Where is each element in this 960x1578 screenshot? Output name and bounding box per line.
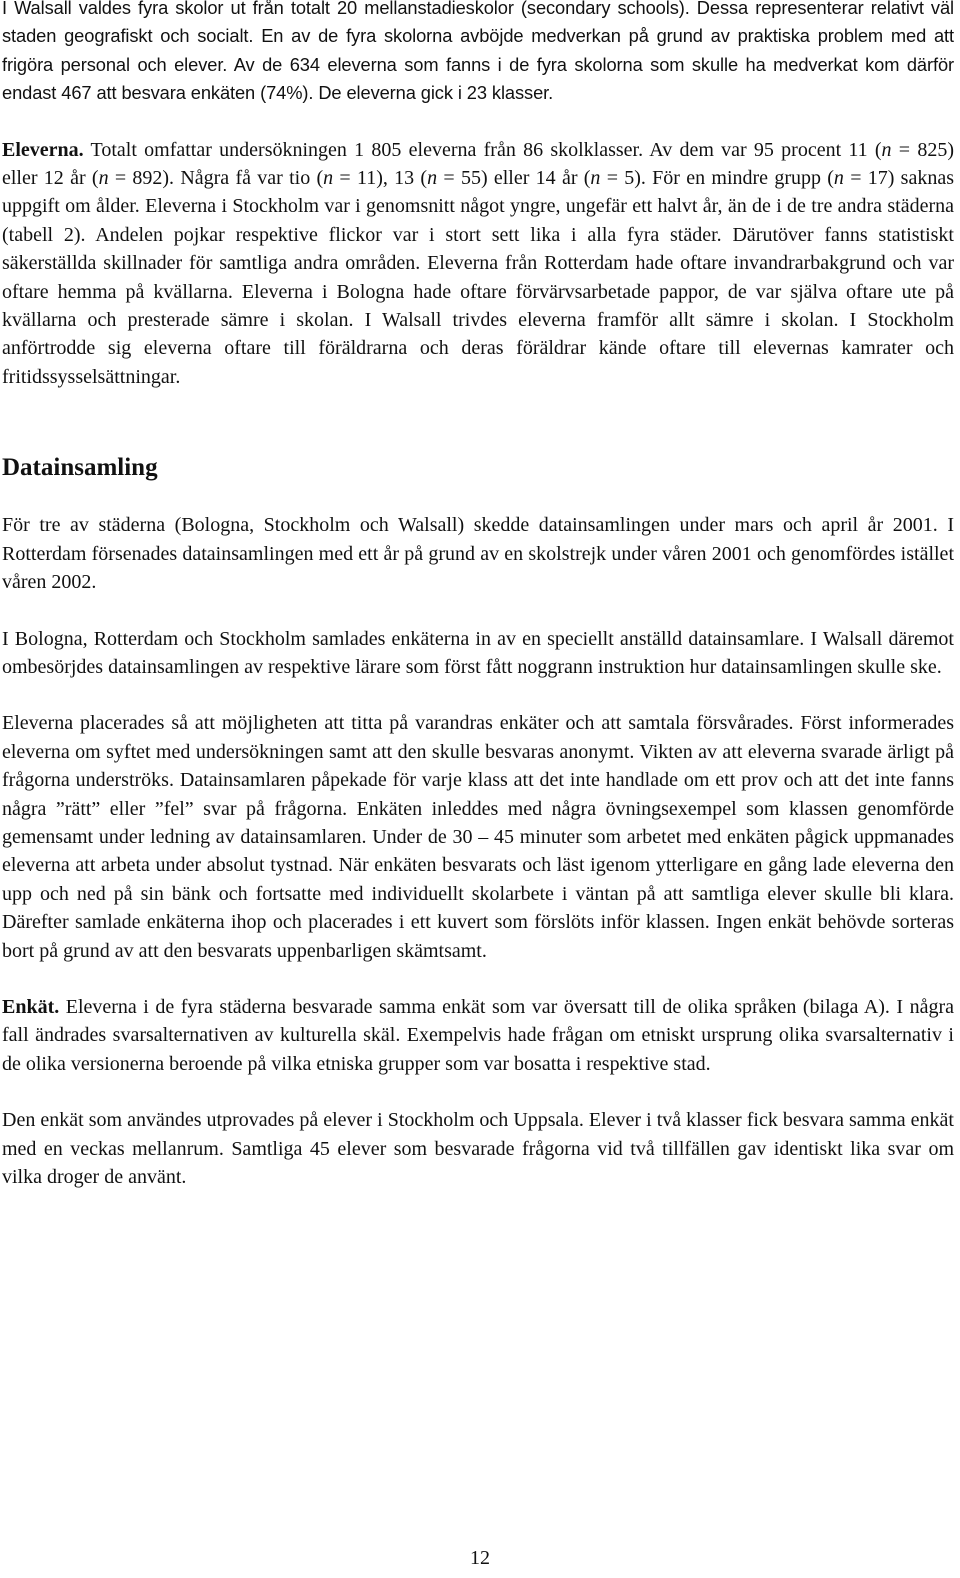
page-number: 12 [470, 1547, 490, 1569]
document-page [2, 0, 954, 1191]
intro-paragraph [2, 0, 954, 108]
intro-text-sans-continued: Av de 634 eleverna som fanns i de fyra skolorna som skulle ha medverkat kom därför endast 467 att besvara enkäten (74%). De eleverna gick i 23 klasser. [2, 53, 954, 104]
enkat-paragraph: Enkät. Eleverna i de fyra städerna besvarade samma enkät som var översatt till de olika språken (bilaga A). I några fall ändrades svarsalternativen av kulturella skäl. Exempelvis hade frågan om etniskt ursprung olika svarsalternativ i de olika versionerna beroende på vilka etniska grupper som var bosatta i respektive stad. [2, 995, 954, 1075]
datainsamling-paragraph-1: För tre av städerna (Bologna, Stockholm och Walsall) skedde datainsamlingen under mars och april år 2001. I Rotterdam försenades datainsamlingen med ett år på grund av en skolstrejk under våren 2001 och genomfördes istället våren 2002. [2, 514, 954, 594]
datainsamling-paragraph-2: I Bologna, Rotterdam och Stockholm samlades enkäterna in av en speciellt anställd datainsamlare. I Walsall däremot ombesörjdes datainsamlingen av respektive lärare som först fått noggrann instruktion hur datainsamlingen skulle ske. [2, 627, 954, 678]
eleverna-lead: Eleverna. [2, 138, 84, 161]
intro-text-sans: I Walsall valdes fyra skolor ut från totalt 20 mellanstadieskolor (secondary schools). Dessa representerar relativt väl staden geografiskt och socialt. En av de fyra skolorna avböjde medverkan på grund av praktiska problem med att frigöra personal och elever. [2, 0, 954, 75]
eleverna-paragraph: Eleverna. Totalt omfattar undersökningen 1 805 eleverna från 86 skolklasser. Av dem var 95 procent 11 (n = 825) eller 12 år (n = 892). Några få var tio (n = 11), 13 (n = 55) eller 14 år (n = 5). För en mindre grupp (n = 17) saknas uppgift om ålder. Eleverna i Stockholm var i genomsnitt något yngre, ungefär ett halvt år, än de i de tre andra städerna (tabell 2). Andelen pojkar respektive flickor var i stort sett lika i alla fyra städer. Därutöver fanns statistiskt säkerställda skillnader för samtliga andra områden. Eleverna från Rotterdam hade oftare invandrarbakgrund och var oftare hemma på kvällarna. Eleverna i Bologna hade oftare förvärvsarbetade pappor, de var själva oftare ute på kvällarna och presterade sämre i skolan. I Walsall trivdes eleverna framför allt sämre i skolan. I Stockholm anförtrodde sig eleverna oftare till föräldrarna och deras föräldrar kände oftare till elevernas kamrater och fritidssysselsättningar. [2, 138, 955, 388]
datainsamling-paragraph-5: Den enkät som användes utprovades på elever i Stockholm och Uppsala. Elever i två klasser fick besvara samma enkät med en veckas mellanrum. Samtliga 45 elever som besvarade frågorna vid två tillfällen gav identiskt lika svar om vilka droger de använt. [2, 1109, 954, 1188]
section-heading: Datainsamling [2, 454, 158, 482]
enkat-lead: Enkät. [2, 995, 60, 1018]
datainsamling-paragraph-3: Eleverna placerades så att möjligheten att titta på varandras enkäter och att samtala försvårades. Först informerades eleverna om syftet med undersökningen samt att den skulle besvaras anonymt. Vikten av att eleverna svarade ärligt på frågorna underströks. Datainsamlaren påpekade för varje klass att det inte handlade om ett prov och att det inte fanns några ”rätt” eller ”fel” svar på frågorna. Enkäten inleddes med några övningsexempel som klassen genomförde gemensamt under ledning av datainsamlaren. Under de 30 – 45 minuter som arbetet med enkäten pågick uppmanades eleverna att arbeta under absolut tystnad. När enkäten besvarats och läst igenom ytterligare en gång lade eleverna den upp och ned på sin bänk och fortsatte med individuellt skolarbete i väntan på att samtliga elever skulle bli klara. Därefter samlade enkäterna ihop och placerades i ett kuvert som förslöts inför klassen. Ingen enkät behövde sorteras bort på grund av att den besvarats uppenbarligen skämtsamt. [2, 712, 954, 962]
